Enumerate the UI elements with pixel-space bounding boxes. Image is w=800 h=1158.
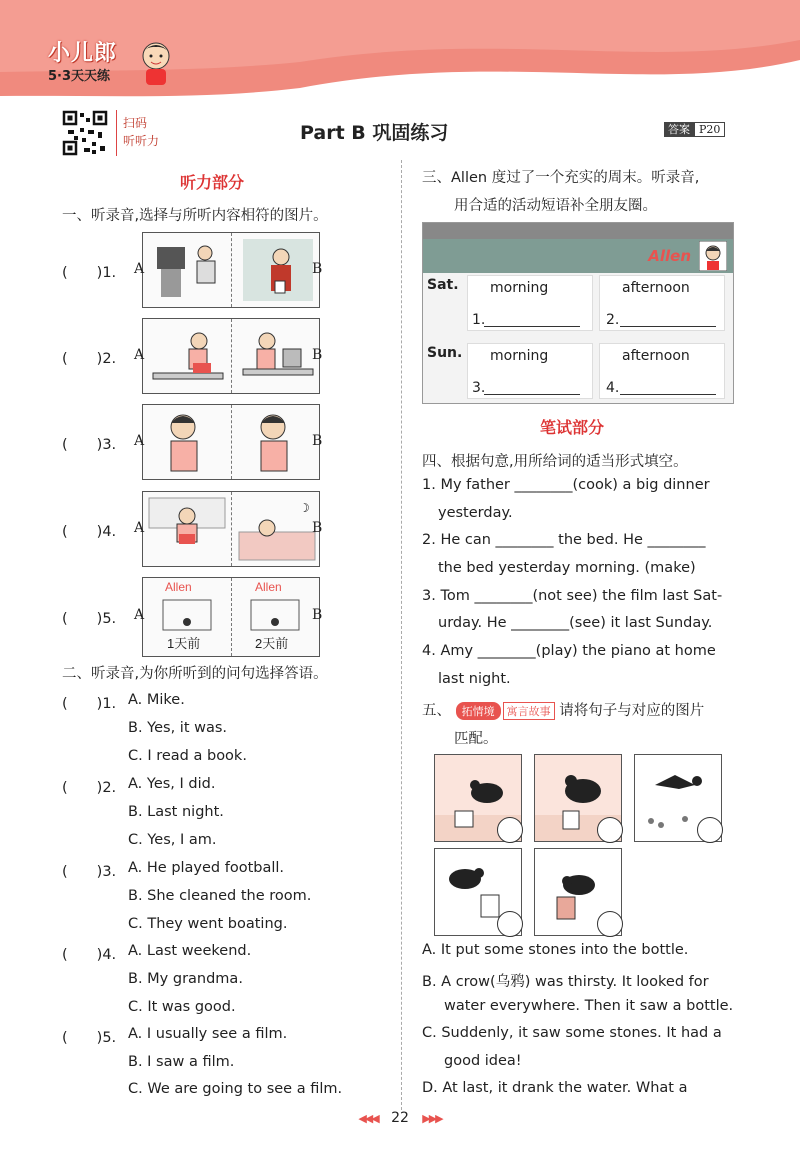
page-number: 22 — [391, 1110, 409, 1126]
option-c: C. They went boating. — [128, 916, 288, 932]
picture-pair-5 — [142, 577, 323, 657]
part4-instruction: 四、根据句意,用所给词的适当形式填空。 — [422, 454, 688, 470]
label-b: B — [312, 347, 323, 363]
answer-page: P20 — [694, 122, 725, 137]
part5-prefix: 五、 — [422, 703, 451, 719]
part4-line: 4. Amy ________(play) the piano at home — [422, 643, 716, 659]
story-sentence-b: B. A crow(乌鸦) was thirsty. It looked for — [422, 974, 709, 990]
part2-item-2: ( )2. — [62, 780, 117, 796]
label-a: A — [134, 347, 145, 363]
option-a: A. Yes, I did. — [128, 776, 216, 792]
label-b: B — [312, 433, 323, 449]
part5-instruction — [422, 699, 704, 720]
time-label: afternoon — [622, 348, 690, 364]
label-b: B — [312, 520, 323, 536]
part4-line: 3. Tom ________(not see) the film last Sat- — [422, 588, 723, 604]
allen-name-label: Allen — [165, 580, 192, 594]
avatar — [699, 241, 727, 271]
part1-item-4: ( )4. — [62, 524, 117, 540]
label-b: B — [312, 607, 323, 623]
blank-number: 3. — [472, 380, 486, 396]
listening-section-title: 听力部分 — [180, 173, 245, 192]
column-divider — [401, 160, 402, 1110]
part1-item-2: ( )2. — [62, 351, 117, 367]
part1-item-3: ( )3. — [62, 437, 117, 453]
part2-item-3: ( )3. — [62, 864, 117, 880]
answer-blank[interactable] — [484, 326, 580, 327]
allen-name-label: Allen — [255, 580, 282, 594]
picture-pair-4 — [142, 491, 323, 567]
story-card-3 — [634, 754, 722, 842]
story-card-5 — [534, 848, 622, 936]
blank-number: 1. — [472, 312, 486, 328]
time-label: morning — [490, 280, 549, 296]
moments-user-name: Allen — [648, 247, 691, 265]
answer-label: 答案 — [664, 122, 694, 137]
sun-afternoon-cell — [599, 343, 725, 399]
label-a: A — [134, 607, 145, 623]
option-c: C. It was good. — [128, 999, 236, 1015]
brand-name: 小儿郎 — [48, 41, 118, 66]
option-a: A. He played football. — [128, 860, 285, 876]
context-tag: 拓情境 — [456, 702, 501, 720]
page-footer — [0, 1110, 800, 1126]
option-c: C. We are going to see a film. — [128, 1081, 343, 1097]
part5-instruction-cont: 匹配。 — [454, 731, 498, 747]
label-a: A — [134, 520, 145, 536]
story-card-2 — [534, 754, 622, 842]
story-sentence-a: A. It put some stones into the bottle. — [422, 942, 689, 958]
answer-circle[interactable] — [497, 911, 523, 937]
label-b: B — [312, 261, 323, 277]
part4-line: urday. He ________(see) it last Sunday. — [438, 615, 713, 631]
answer-circle[interactable] — [597, 911, 623, 937]
page-title: Part B 巩固练习 — [300, 122, 449, 144]
answer-blank[interactable] — [620, 326, 716, 327]
label-a: A — [134, 433, 145, 449]
qr-caption-line: 扫码 — [123, 116, 148, 130]
picture-pair-3 — [142, 404, 323, 480]
part4-line: the bed yesterday morning. (make) — [438, 560, 696, 576]
sun-morning-cell — [467, 343, 593, 399]
brand-logo — [48, 36, 117, 84]
sat-morning-cell — [467, 275, 593, 331]
story-card-4 — [434, 848, 522, 936]
part2-item-4: ( )4. — [62, 947, 117, 963]
option-c: C. I read a book. — [128, 748, 247, 764]
day-label-sat: Sat. — [427, 277, 459, 293]
part5-instruction-text: 请将句子与对应的图片 — [559, 703, 705, 719]
answer-blank[interactable] — [484, 394, 580, 395]
part3-instruction-cont: 用合适的活动短语补全朋友圈。 — [454, 198, 657, 214]
option-a: A. Mike. — [128, 692, 185, 708]
part1-item-1: ( )1. — [62, 265, 117, 281]
option-b: B. I saw a film. — [128, 1054, 235, 1070]
header-banner — [0, 0, 800, 100]
fable-tag: 寓言故事 — [503, 702, 555, 720]
part2-instruction: 二、听录音,为你所听到的问句选择答语。 — [62, 666, 328, 682]
time-label: morning — [490, 348, 549, 364]
option-b: B. Yes, it was. — [128, 720, 228, 736]
right-arrows-icon: ▶▶▶ — [422, 1112, 442, 1125]
day-label-sun: Sun. — [427, 345, 463, 361]
story-sentence-d: D. At last, it drank the water. What a — [422, 1080, 688, 1096]
picture-pair-2 — [142, 318, 323, 394]
story-card-1 — [434, 754, 522, 842]
blank-number: 4. — [606, 380, 620, 396]
answer-reference — [664, 121, 725, 137]
mascot-icon — [136, 38, 176, 86]
sat-afternoon-cell — [599, 275, 725, 331]
part4-line: yesterday. — [438, 505, 513, 521]
part4-line: 1. My father ________(cook) a big dinner — [422, 477, 710, 493]
part4-line: 2. He can ________ the bed. He ________ — [422, 532, 706, 548]
story-sentence-b-cont: water everywhere. Then it saw a bottle. — [444, 998, 734, 1014]
answer-blank[interactable] — [620, 394, 716, 395]
answer-circle[interactable] — [697, 817, 723, 843]
blank-number: 2. — [606, 312, 620, 328]
left-arrows-icon: ◀◀◀ — [358, 1112, 378, 1125]
brand-series: 5·3天天练 — [48, 69, 111, 84]
social-moments-card — [422, 222, 734, 404]
caption-two-days-ago: 2天前 — [255, 636, 289, 651]
written-section-title: 笔试部分 — [540, 418, 605, 437]
answer-circle[interactable] — [497, 817, 523, 843]
qr-code-icon[interactable] — [62, 110, 108, 156]
part4-line: last night. — [438, 671, 511, 687]
picture-pair-1 — [142, 232, 323, 308]
qr-caption-line: 听听力 — [123, 134, 160, 148]
option-a: A. I usually see a film. — [128, 1026, 288, 1042]
story-sentence-c: C. Suddenly, it saw some stones. It had a — [422, 1025, 722, 1041]
option-b: B. Last night. — [128, 804, 224, 820]
qr-caption — [116, 110, 164, 156]
part1-item-5: ( )5. — [62, 611, 117, 627]
option-b: B. My grandma. — [128, 971, 243, 987]
answer-circle[interactable] — [597, 817, 623, 843]
time-label: afternoon — [622, 280, 690, 296]
story-sentence-c-cont: good idea! — [444, 1053, 522, 1069]
label-a: A — [134, 261, 145, 277]
caption-one-day-ago: 1天前 — [167, 636, 201, 651]
part3-instruction: 三、Allen 度过了一个充实的周末。听录音, — [422, 170, 700, 186]
moments-header-bar — [423, 223, 733, 239]
option-c: C. Yes, I am. — [128, 832, 217, 848]
part1-instruction: 一、听录音,选择与所听内容相符的图片。 — [62, 208, 328, 224]
part2-item-5: ( )5. — [62, 1030, 117, 1046]
option-b: B. She cleaned the room. — [128, 888, 312, 904]
option-a: A. Last weekend. — [128, 943, 252, 959]
svg-text:☽: ☽ — [299, 501, 310, 515]
part2-item-1: ( )1. — [62, 696, 117, 712]
